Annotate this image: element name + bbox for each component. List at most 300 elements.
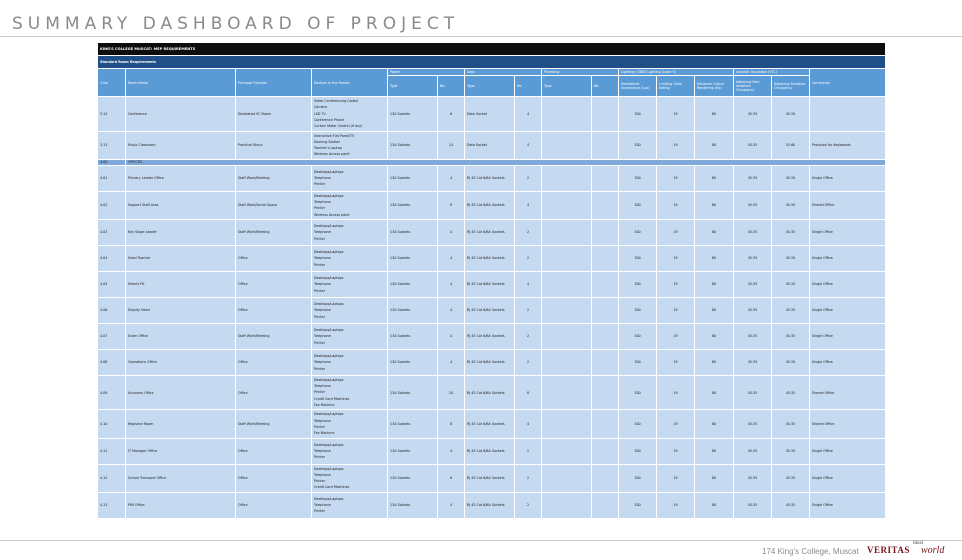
sheet-title: KING'S COLLEGE MUSCAT: MEP REQUIREMENTS (98, 43, 886, 56)
cell-acoustic-sensitive: 45-55 (772, 492, 810, 518)
cell-data-no: 2 (515, 245, 542, 271)
cell-devices (312, 191, 388, 219)
cell-acoustic-nonsensitive: 45-55 (734, 438, 772, 464)
cell-comment: Single Office (810, 323, 886, 349)
cell-comment: Single Office (810, 271, 886, 297)
cell-function: Staff Work/Meeting (236, 323, 312, 349)
cell-function: Staff Work/Social Space (236, 191, 312, 219)
cell-devices (312, 438, 388, 464)
cell-devices (312, 97, 388, 132)
device-line: Credit Card Machines (314, 396, 350, 401)
cell-plumbing-type (542, 165, 592, 191)
cell-glare: 19 (657, 245, 695, 271)
cell-sno: 3.13 (98, 131, 126, 159)
cell-plumbing-type (542, 410, 592, 438)
cell-power-no: 4 (438, 323, 465, 349)
cell-illuminance: 300 (619, 323, 657, 349)
cell-room-name: IT Manager Office (126, 438, 236, 464)
cell-glare: 19 (657, 297, 695, 323)
cell-plumbing-no (592, 165, 619, 191)
cell-devices (312, 131, 388, 159)
cell-acoustic-sensitive: 45-55 (772, 271, 810, 297)
device-line: Conference Phone (314, 117, 345, 122)
cell-plumbing-no (592, 410, 619, 438)
device-line: Curtain Motor Control (if any) (314, 124, 363, 129)
cell-sno: 4.12 (98, 464, 126, 492)
cell-acoustic-nonsensitive: 45-55 (734, 464, 772, 492)
cell-acoustic-nonsensitive: 45-55 (734, 165, 772, 191)
device-line: Desktops/Laptops (314, 223, 344, 228)
cell-data-type: RJ 45 Cat 6/6A Sockets (465, 297, 515, 323)
footer (0, 537, 962, 560)
device-line: Fax Machine (314, 431, 335, 436)
cell-plumbing-type (542, 191, 592, 219)
cell-acoustic-nonsensitive: 45-55 (734, 323, 772, 349)
cell-power-no: 4 (438, 349, 465, 375)
table-row (98, 97, 886, 132)
cell-illuminance: 300 (619, 97, 657, 132)
cell-room-name: Operations Office (126, 349, 236, 375)
cell-acoustic-sensitive: 45-55 (772, 410, 810, 438)
cell-glare: 19 (657, 191, 695, 219)
cell-room-name: Accounts Office (126, 375, 236, 410)
cell-room-name: PMI Office (126, 492, 236, 518)
cell-illuminance: 300 (619, 165, 657, 191)
device-line: Printer (314, 390, 325, 395)
device-line: Telephone (314, 418, 331, 423)
cell-power-no: 6 (438, 464, 465, 492)
col-colour-rendering: Minimum Colour Rendering (Ra) (695, 76, 734, 97)
cell-acoustic-sensitive: 45-55 (772, 97, 810, 132)
cell-colour-rendering: 80 (695, 349, 734, 375)
col-acoustic-nonsensitive: Adjoining Non-sensitive Occupancy (734, 76, 772, 97)
col-power-type: Type (388, 76, 438, 97)
group-acoustic: Acoustic Insulation (STC) (734, 69, 810, 76)
cell-data-type: RJ 45 Cat 6/6A Sockets (465, 219, 515, 245)
cell-power-no: 6 (438, 97, 465, 132)
cell-data-type: RJ 45 Cat 6/6A Sockets (465, 464, 515, 492)
cell-power-type: 13A Sockets (388, 410, 438, 438)
cell-colour-rendering: 80 (695, 245, 734, 271)
device-line: Desktops/Laptops (314, 496, 344, 501)
table-row (98, 349, 886, 375)
cell-illuminance: 300 (619, 492, 657, 518)
cell-data-no: 2 (515, 219, 542, 245)
device-line: Telephone (314, 282, 331, 287)
cell-illuminance: 300 (619, 349, 657, 375)
cell-glare: 19 (657, 271, 695, 297)
table-row (98, 219, 886, 245)
cell-plumbing-no (592, 191, 619, 219)
table-row (98, 131, 886, 159)
device-line: Telephone (314, 360, 331, 365)
cell-power-type: 13A Sockets (388, 464, 438, 492)
cell-acoustic-sensitive: 45-55 (772, 297, 810, 323)
col-acoustic-sensitive: Adjoining Sensitive Occupancy (772, 76, 810, 97)
cell-acoustic-nonsensitive: 45-55 (734, 492, 772, 518)
device-line: Camera (314, 105, 327, 110)
group-power: Power (388, 69, 465, 76)
cell-sno: 4.11 (98, 438, 126, 464)
table-row (98, 297, 886, 323)
cell-room-name: Primary Leader Office (126, 165, 236, 191)
cell-plumbing-type (542, 131, 592, 159)
col-illuminance: Maintained Illuminance (Lux) (619, 76, 657, 97)
cell-acoustic-nonsensitive: 45-55 (734, 375, 772, 410)
group-plumbing: Plumbing (542, 69, 619, 76)
device-line: Printer (314, 366, 325, 371)
cell-acoustic-nonsensitive: 45-55 (734, 245, 772, 271)
cell-plumbing-no (592, 219, 619, 245)
cell-plumbing-no (592, 375, 619, 410)
cell-plumbing-no (592, 323, 619, 349)
device-line: Telephone (314, 176, 331, 181)
cell-data-no: 2 (515, 464, 542, 492)
cell-sno: 4.09 (98, 375, 126, 410)
cell-glare: 19 (657, 97, 695, 132)
cell-data-no: 4 (515, 131, 542, 159)
cell-room-name: Registrar Room (126, 410, 236, 438)
cell-data-type: RJ 45 Cat 6/6A Sockets (465, 410, 515, 438)
device-line: Desktops/Laptops (314, 193, 344, 198)
cell-plumbing-no (592, 492, 619, 518)
cell-data-type: Data Socket (465, 131, 515, 159)
cell-data-type: RJ 45 Cat 6/6A Sockets (465, 375, 515, 410)
device-line: Desktops/Laptops (314, 466, 344, 471)
cell-devices (312, 410, 388, 438)
cell-data-type: RJ 45 Cat 6/6A Sockets (465, 323, 515, 349)
cell-comment: Provision for Keyboards (810, 131, 886, 159)
table-row (98, 410, 886, 438)
cell-acoustic-sensitive: 45-55 (772, 191, 810, 219)
device-line: Interactive Flat Panel/TV (314, 133, 355, 138)
cell-acoustic-sensitive: 45-55 (772, 165, 810, 191)
device-line: Printer (314, 479, 325, 484)
col-data-type: Type (465, 76, 515, 97)
device-line: Printer (314, 262, 325, 267)
cell-room-name: School Transport Office (126, 464, 236, 492)
cell-power-type: 13A Sockets (388, 245, 438, 271)
device-line: Desktops/Laptops (314, 301, 344, 306)
cell-function: Staff Work/Meeting (236, 219, 312, 245)
device-line: Docking Station (314, 139, 341, 144)
cell-room-name: Conference (126, 97, 236, 132)
table-row (98, 464, 886, 492)
cell-function: Office (236, 349, 312, 375)
cell-power-type: 13A Sockets (388, 438, 438, 464)
device-line: Telephone (314, 199, 331, 204)
cell-illuminance: 300 (619, 438, 657, 464)
title-divider (0, 36, 962, 37)
cell-function: Dedicated VC Room (236, 97, 312, 132)
cell-power-no: 4 (438, 219, 465, 245)
cell-data-no: 2 (515, 492, 542, 518)
device-line: Desktops/Laptops (314, 442, 344, 447)
cell-acoustic-nonsensitive: 45-55 (734, 131, 772, 159)
cell-colour-rendering: 80 (695, 492, 734, 518)
cell-glare: 19 (657, 410, 695, 438)
cell-comment: Single Office (810, 245, 886, 271)
cell-data-type: RJ 45 Cat 6/6A Sockets (465, 165, 515, 191)
table-row (98, 323, 886, 349)
cell-plumbing-type (542, 297, 592, 323)
cell-devices (312, 297, 388, 323)
col-plumbing-type: Type (542, 76, 592, 97)
cell-plumbing-type (542, 323, 592, 349)
cell-devices (312, 323, 388, 349)
cell-plumbing-no (592, 297, 619, 323)
device-line: Telephone (314, 503, 331, 508)
cell-sno: 4.06 (98, 297, 126, 323)
cell-comment (810, 97, 886, 132)
cell-power-no: 4 (438, 271, 465, 297)
cell-sno: 4.03 (98, 219, 126, 245)
cell-illuminance: 300 (619, 410, 657, 438)
device-line: Printer (314, 340, 325, 345)
cell-power-no: 4 (438, 297, 465, 323)
cell-colour-rendering: 80 (695, 97, 734, 132)
cell-devices (312, 375, 388, 410)
cell-data-no: 2 (515, 438, 542, 464)
col-room-name: Room Name (126, 69, 236, 97)
cell-glare: 19 (657, 438, 695, 464)
group-data: Data (465, 69, 542, 76)
device-line: Desktops/Laptops (314, 275, 344, 280)
cell-acoustic-nonsensitive: 45-55 (734, 349, 772, 375)
device-line: Telephone (314, 256, 331, 261)
device-line: Desktops/Laptops (314, 377, 344, 382)
cell-room-name: Head Teacher (126, 245, 236, 271)
cell-power-no: 10 (438, 375, 465, 410)
cell-comment: Single Office (810, 219, 886, 245)
cell-devices (312, 245, 388, 271)
ideal-world-logo (913, 541, 957, 558)
cell-sno: 4.07 (98, 323, 126, 349)
device-line: Printer (314, 206, 325, 211)
cell-data-type: RJ 45 Cat 6/6A Sockets (465, 191, 515, 219)
sheet-subtitle: Standard Room Requirements (98, 56, 886, 69)
cell-comment: Single Office (810, 165, 886, 191)
cell-devices (312, 464, 388, 492)
device-line: Desktops/Laptops (314, 353, 344, 358)
cell-plumbing-type (542, 438, 592, 464)
cell-colour-rendering: 80 (695, 165, 734, 191)
cell-acoustic-sensitive: 45-55 (772, 464, 810, 492)
cell-illuminance: 300 (619, 191, 657, 219)
device-line: Wireless Access point (314, 152, 350, 157)
cell-colour-rendering: 80 (695, 464, 734, 492)
cell-data-type: RJ 45 Cat 6/6A Sockets (465, 245, 515, 271)
cell-acoustic-sensitive: 55-60 (772, 131, 810, 159)
cell-room-name: Support Staff Area (126, 191, 236, 219)
cell-illuminance: 300 (619, 271, 657, 297)
cell-colour-rendering: 80 (695, 438, 734, 464)
cell-illuminance: 300 (619, 219, 657, 245)
cell-devices (312, 349, 388, 375)
cell-comment: Shared Office (810, 375, 886, 410)
cell-data-type: RJ 45 Cat 6/6A Sockets (465, 349, 515, 375)
cell-sno: 3.12 (98, 97, 126, 132)
cell-glare: 19 (657, 165, 695, 191)
cell-acoustic-sensitive: 45-55 (772, 375, 810, 410)
cell-illuminance: 300 (619, 375, 657, 410)
cell-power-type: 13A Sockets (388, 297, 438, 323)
device-line: Printer (314, 314, 325, 319)
cell-function: Office (236, 492, 312, 518)
cell-data-no: 4 (515, 97, 542, 132)
device-line: Desktops/Laptops (314, 249, 344, 254)
cell-plumbing-no (592, 245, 619, 271)
cell-data-no: 4 (515, 191, 542, 219)
cell-comment: Single Office (810, 492, 886, 518)
cell-power-no: 8 (438, 191, 465, 219)
group-comments: Comments (810, 69, 886, 97)
mep-requirements-table (97, 42, 886, 519)
device-line: Printer (314, 236, 325, 241)
footer-divider (0, 540, 962, 541)
section-number: 4.00 (98, 159, 126, 165)
cell-data-type: RJ 45 Cat 6/6A Sockets (465, 438, 515, 464)
device-line: LED TV (314, 111, 326, 116)
cell-acoustic-sensitive: 45-55 (772, 349, 810, 375)
cell-illuminance: 300 (619, 245, 657, 271)
cell-illuminance: 300 (619, 464, 657, 492)
cell-power-no: 4 (438, 245, 465, 271)
cell-plumbing-no (592, 97, 619, 132)
table-row (98, 492, 886, 518)
page-number-footer: 174 King's College, Muscat (762, 547, 859, 556)
cell-comment: Single Office (810, 297, 886, 323)
device-line: Fax Machine (314, 403, 335, 408)
cell-plumbing-type (542, 245, 592, 271)
cell-plumbing-type (542, 492, 592, 518)
col-sno: S.No (98, 69, 126, 97)
cell-function: Office (236, 245, 312, 271)
cell-data-no: 8 (515, 375, 542, 410)
cell-function: Office (236, 438, 312, 464)
cell-devices (312, 165, 388, 191)
cell-colour-rendering: 80 (695, 410, 734, 438)
cell-comment: Single Office (810, 349, 886, 375)
cell-power-type: 13A Sockets (388, 271, 438, 297)
cell-function: Practical Music (236, 131, 312, 159)
cell-sno: 4.13 (98, 492, 126, 518)
device-line: Printer (314, 288, 325, 293)
cell-sno: 4.05 (98, 271, 126, 297)
cell-plumbing-no (592, 438, 619, 464)
cell-acoustic-nonsensitive: 45-55 (734, 97, 772, 132)
cell-data-no: 2 (515, 297, 542, 323)
cell-plumbing-type (542, 464, 592, 492)
cell-plumbing-type (542, 97, 592, 132)
cell-power-type: 13A Sockets (388, 492, 438, 518)
cell-colour-rendering: 80 (695, 375, 734, 410)
cell-function: Office (236, 297, 312, 323)
cell-plumbing-type (542, 219, 592, 245)
cell-devices (312, 492, 388, 518)
cell-comment: Shared Office (810, 191, 886, 219)
device-line: Telephone (314, 448, 331, 453)
cell-comment: Single Office (810, 464, 886, 492)
cell-devices (312, 219, 388, 245)
cell-acoustic-sensitive: 45-55 (772, 245, 810, 271)
cell-illuminance: 300 (619, 131, 657, 159)
cell-glare: 19 (657, 464, 695, 492)
cell-colour-rendering: 80 (695, 191, 734, 219)
cell-data-type: Data Socket (465, 97, 515, 132)
table-row (98, 375, 886, 410)
section-label: OFFICES (126, 159, 886, 165)
cell-glare: 19 (657, 375, 695, 410)
cell-sno: 4.01 (98, 165, 126, 191)
cell-plumbing-no (592, 349, 619, 375)
cell-colour-rendering: 80 (695, 219, 734, 245)
cell-comment: Single Office (810, 438, 886, 464)
cell-power-type: 13A Sockets (388, 219, 438, 245)
device-line: Wireless Access point (314, 212, 350, 217)
cell-devices (312, 271, 388, 297)
cell-acoustic-sensitive: 45-55 (772, 219, 810, 245)
cell-room-name: Deputy Head (126, 297, 236, 323)
device-line: Teacher's Laptop (314, 146, 342, 151)
device-line: Desktops/Laptops (314, 169, 344, 174)
cell-comment: Shared Office (810, 410, 886, 438)
cell-function: Staff Work/Meeting (236, 410, 312, 438)
cell-glare: 19 (657, 323, 695, 349)
cell-acoustic-sensitive: 45-55 (772, 438, 810, 464)
cell-power-type: 13A Sockets (388, 131, 438, 159)
group-lighting: Lighting (CIBSE Lighting Guide 5) (619, 69, 734, 76)
device-line: Telephone (314, 230, 331, 235)
cell-power-no: 4 (438, 165, 465, 191)
cell-sno: 4.10 (98, 410, 126, 438)
cell-glare: 19 (657, 492, 695, 518)
device-line: Desktops/Laptops (314, 327, 344, 332)
cell-plumbing-type (542, 349, 592, 375)
cell-power-type: 13A Sockets (388, 349, 438, 375)
cell-plumbing-no (592, 131, 619, 159)
col-principal-function: Principal Function (236, 69, 312, 97)
cell-power-no: 4 (438, 492, 465, 518)
cell-power-type: 13A Sockets (388, 97, 438, 132)
table-row (98, 245, 886, 271)
cell-power-no: 14 (438, 131, 465, 159)
cell-power-type: 13A Sockets (388, 165, 438, 191)
device-line: Telephone (314, 308, 331, 313)
cell-data-type: RJ 45 Cat 6/6A Sockets (465, 271, 515, 297)
device-line: Desktops/Laptops (314, 412, 344, 417)
cell-glare: 19 (657, 349, 695, 375)
cell-room-name: Music Classroom (126, 131, 236, 159)
cell-glare: 19 (657, 131, 695, 159)
cell-data-type: RJ 45 Cat 6/6A Sockets (465, 492, 515, 518)
col-glare: Limiting Glare Rating (657, 76, 695, 97)
cell-colour-rendering: 80 (695, 297, 734, 323)
cell-acoustic-nonsensitive: 45-55 (734, 191, 772, 219)
cell-acoustic-nonsensitive: 45-55 (734, 219, 772, 245)
cell-data-no: 2 (515, 165, 542, 191)
cell-data-no: 4 (515, 271, 542, 297)
cell-acoustic-nonsensitive: 45-55 (734, 410, 772, 438)
cell-function: Office (236, 271, 312, 297)
table-row (98, 438, 886, 464)
table-row (98, 191, 886, 219)
device-line: Printer (314, 455, 325, 460)
cell-acoustic-nonsensitive: 45-55 (734, 297, 772, 323)
cell-function: Office (236, 375, 312, 410)
cell-acoustic-nonsensitive: 45-55 (734, 271, 772, 297)
cell-data-no: 4 (515, 410, 542, 438)
